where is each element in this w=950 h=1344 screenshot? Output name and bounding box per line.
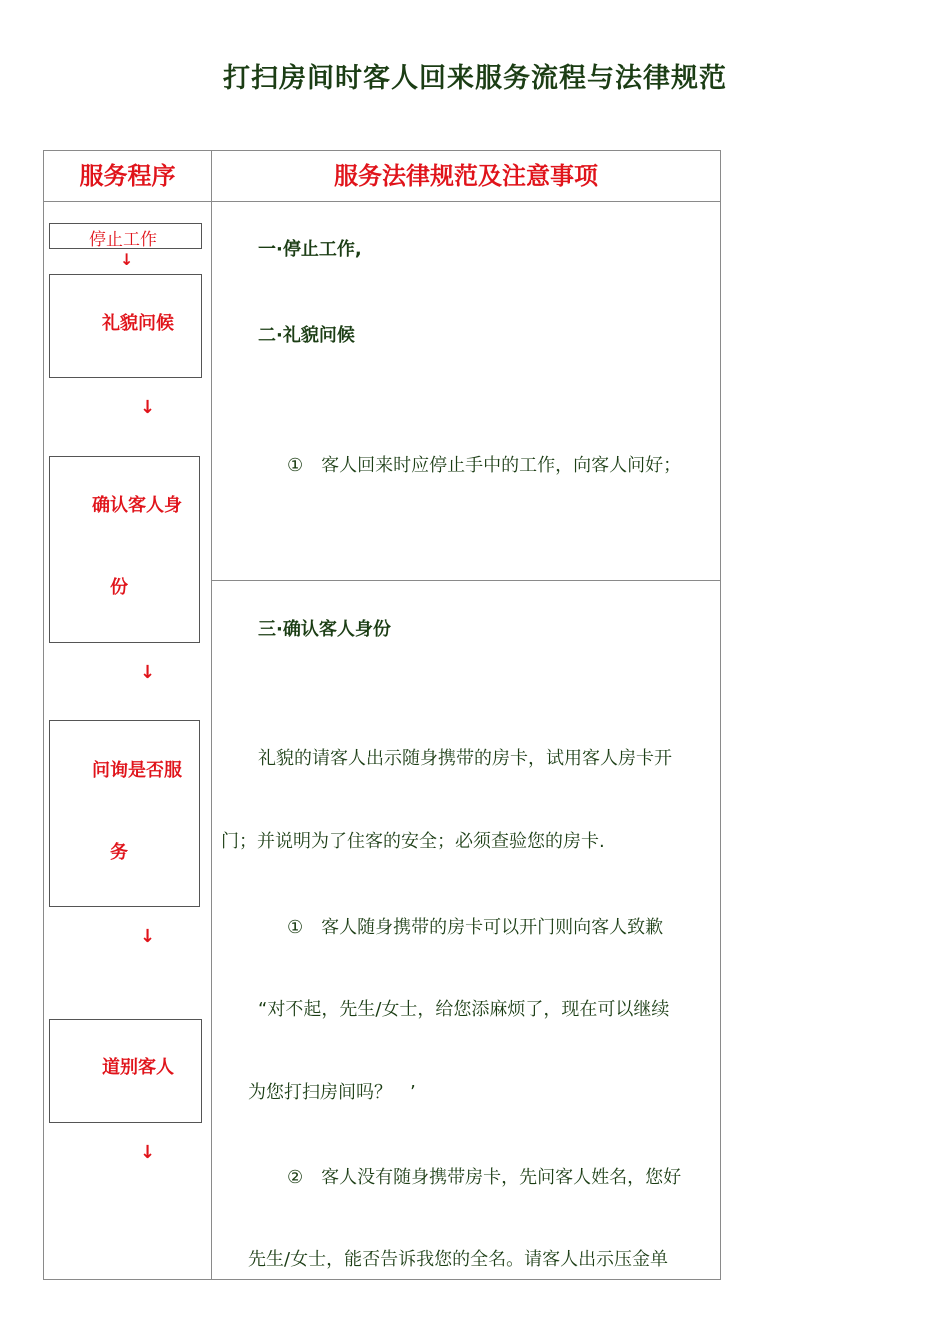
header-divider xyxy=(44,201,720,202)
service-table xyxy=(43,150,721,1280)
paragraph-no-card-line-1: ② 客人没有随身携带房卡，先问客人姓名，您好 xyxy=(287,1167,682,1188)
col2-header: 服务法律规范及注意事项 xyxy=(334,161,598,190)
paragraph-card-opens-line-2: “对不起，先生/女士，给您添麻烦了，现在可以继续 xyxy=(258,999,670,1020)
section-heading-confirm-identity: 三·确认客人身份 xyxy=(258,619,391,640)
step-box-confirm-identity xyxy=(49,456,200,643)
step-label-confirm-identity-2: 份 xyxy=(110,577,128,598)
step-label-confirm-identity-1: 确认客人身 xyxy=(92,495,182,516)
step-label-inquire-service-1: 问询是否服 xyxy=(92,760,182,781)
step-label-inquire-service-2: 务 xyxy=(110,842,128,863)
flow-arrow-1: ↓ xyxy=(120,250,134,269)
col1-header: 服务程序 xyxy=(79,161,176,190)
flow-arrow-3: ↓ xyxy=(140,662,156,683)
paragraph-no-card-line-2: 先生/女士，能否告诉我您的全名。请客人出示压金单 xyxy=(248,1249,669,1270)
section-heading-stop-work: 一·停止工作, xyxy=(258,239,362,260)
row-divider xyxy=(211,580,720,581)
page-title: 打扫房间时客人回来服务流程与法律规范 xyxy=(223,63,727,94)
step-label-greeting: 礼貌问候 xyxy=(102,313,174,334)
flow-arrow-2: ↓ xyxy=(140,397,156,418)
paragraph-confirm-line-1: 礼貌的请客人出示随身携带的房卡，试用客人房卡开 xyxy=(258,748,672,769)
paragraph-confirm-line-2: 门；并说明为了住客的安全；必须查验您的房卡. xyxy=(221,831,605,852)
flow-arrow-5: ↓ xyxy=(140,1142,156,1163)
section-heading-greeting: 二·礼貌问候 xyxy=(258,325,355,346)
flow-arrow-4: ↓ xyxy=(140,926,156,947)
paragraph-card-opens-line-3: 为您打扫房间吗？ ’ xyxy=(248,1082,416,1103)
paragraph-greeting-rule: ① 客人回来时应停止手中的工作，向客人问好； xyxy=(287,455,682,476)
paragraph-card-opens-line-1: ① 客人随身携带的房卡可以开门则向客人致歉 xyxy=(287,917,664,938)
column-divider xyxy=(211,151,212,1279)
step-label-farewell: 道别客人 xyxy=(102,1057,174,1078)
step-label-stop-work: 停止工作 xyxy=(89,230,157,250)
step-box-inquire-service xyxy=(49,720,200,907)
